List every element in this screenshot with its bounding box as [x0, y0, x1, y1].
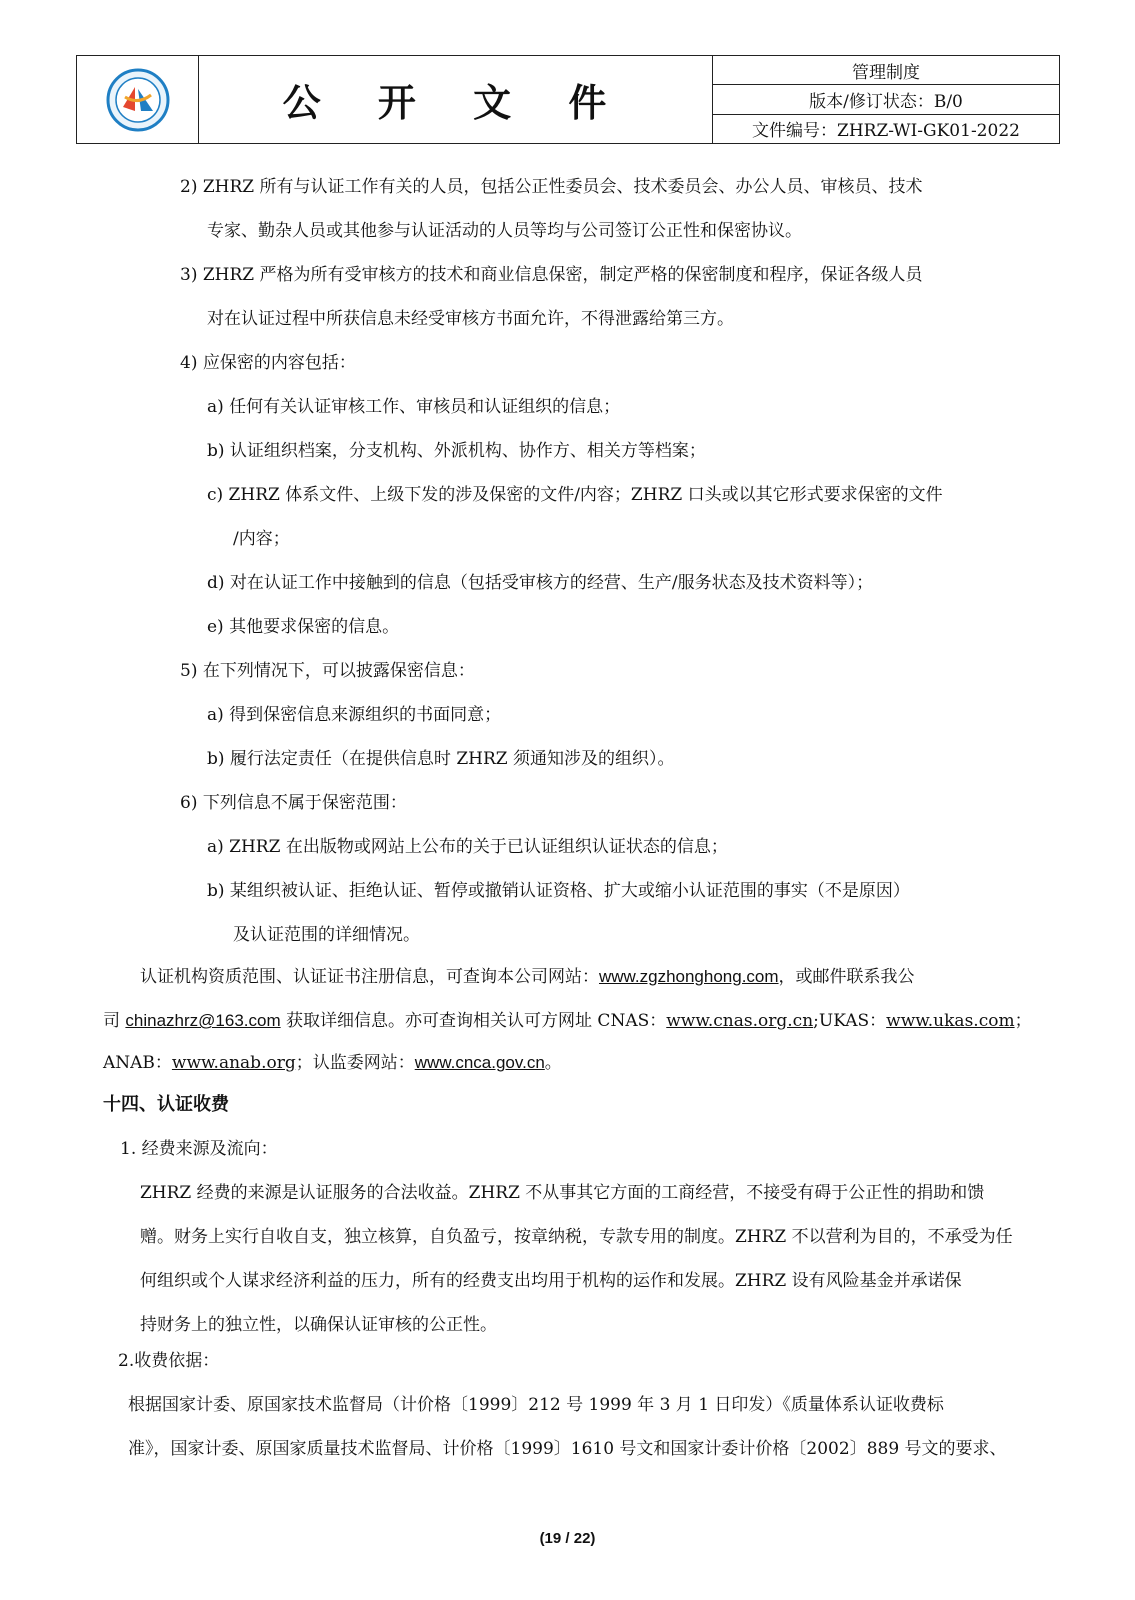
- document-category: 管理制度: [852, 62, 920, 83]
- document-title: 公 开 文 件: [199, 56, 713, 143]
- page-number: (19 / 22): [539, 1530, 596, 1547]
- list-item-6b-line-1: b) 某组织被认证、拒绝认证、暂停或撤销认证资格、扩大或缩小认证范围的事实（不是原因）: [207, 881, 910, 901]
- document-header: [76, 55, 1060, 144]
- cnas-link[interactable]: www.cnas.org.cn: [666, 1011, 814, 1031]
- document-number: 文件编号：ZHRZ-WI-GK01-2022: [713, 114, 1059, 143]
- list-item-5b: b) 履行法定责任（在提供信息时 ZHRZ 须通知涉及的组织）。: [207, 749, 675, 769]
- company-logo-icon: [105, 67, 171, 133]
- subsection-2-heading: 2.收费依据：: [118, 1351, 220, 1371]
- paragraph-4: 4) 应保密的内容包括：: [180, 353, 356, 373]
- paragraph-5: 5) 在下列情况下，可以披露保密信息：: [180, 661, 475, 681]
- cnca-link[interactable]: www.cnca.gov.cn: [414, 1053, 545, 1072]
- paragraph-3-line-2: 对在认证过程中所获信息未经受审核方书面允许，不得泄露给第三方。: [207, 309, 734, 329]
- subsection-2-line-1: 根据国家计委、原国家技术监督局（计价格〔1999〕212 号 1999 年 3 月 1 日印发）《质量体系认证收费标: [128, 1395, 944, 1415]
- subsection-1-line-4: 持财务上的独立性，以确保认证审核的公正性。: [140, 1315, 497, 1335]
- info-text: 司: [103, 1011, 126, 1031]
- list-item-4c-line-1: c) ZHRZ 体系文件、上级下发的涉及保密的文件/内容；ZHRZ 口头或以其它形式要求保密的文件: [207, 485, 943, 505]
- info-text: ;UKAS：: [813, 1011, 887, 1031]
- paragraph-3-line-1: 3) ZHRZ 严格为所有受审核方的技术和商业信息保密，制定严格的保密制度和程序，保证各级人员: [180, 265, 923, 285]
- list-item-5a: a) 得到保密信息来源组织的书面同意；: [207, 705, 502, 725]
- list-item-4e: e) 其他要求保密的信息。: [207, 617, 400, 637]
- header-meta: [713, 56, 1059, 143]
- section-14-heading: 十四、认证收费: [103, 1094, 229, 1115]
- subsection-1-line-1: ZHRZ 经费的来源是认证服务的合法收益。ZHRZ 不从事其它方面的工商经营，不接受有碍于公正性的捐助和馈: [140, 1183, 985, 1203]
- info-text: ；认监委网站：: [295, 1053, 415, 1073]
- email-link[interactable]: chinazhrz@163.com: [125, 1011, 281, 1030]
- info-text: 。: [544, 1053, 562, 1073]
- subsection-1-line-2: 赠。财务上实行自收自支，独立核算，自负盈亏，按章纳税，专款专用的制度。ZHRZ 不以营利为目的，不承受为任: [140, 1227, 1013, 1247]
- ukas-link[interactable]: www.ukas.com: [886, 1011, 1015, 1031]
- info-text: ANAB：: [103, 1053, 172, 1073]
- logo-cell: [77, 56, 199, 143]
- list-item-4d: d) 对在认证工作中接触到的信息（包括受审核方的经营、生产/服务状态及技术资料等）；: [207, 573, 874, 593]
- info-text: 认证机构资质范围、认证证书注册信息，可查询本公司网站：: [140, 967, 599, 987]
- list-item-4b: b) 认证组织档案，分支机构、外派机构、协作方、相关方等档案；: [207, 441, 706, 461]
- paragraph-6: 6) 下列信息不属于保密范围：: [180, 793, 407, 813]
- list-item-4a: a) 任何有关认证审核工作、审核员和认证组织的信息；: [207, 397, 621, 417]
- info-line-3: [103, 1048, 562, 1073]
- anab-link[interactable]: www.anab.org: [171, 1053, 296, 1073]
- info-line-2: [103, 1006, 1032, 1031]
- subsection-1-line-3: 何组织或个人谋求经济利益的压力，所有的经费支出均用于机构的运作和发展。ZHRZ 设有风险基金并承诺保: [140, 1271, 962, 1291]
- list-item-6b-line-2: 及认证范围的详细情况。: [233, 925, 420, 945]
- list-item-6a: a) ZHRZ 在出版物或网站上公布的关于已认证组织认证状态的信息；: [207, 837, 728, 857]
- paragraph-2-line-1: 2) ZHRZ 所有与认证工作有关的人员，包括公正性委员会、技术委员会、办公人员、审核员、技术: [180, 177, 923, 197]
- document-version: 版本/修订状态：B/0: [713, 84, 1059, 113]
- subsection-1-heading: 1. 经费来源及流向：: [120, 1139, 278, 1159]
- info-text: ，或邮件联系我公: [778, 967, 915, 987]
- info-line-1: [140, 962, 915, 987]
- info-text: 获取详细信息。亦可查询相关认可方网址 CNAS：: [280, 1011, 667, 1031]
- info-text: ；: [1014, 1011, 1032, 1031]
- website-link[interactable]: www.zgzhonghong.com: [599, 967, 779, 986]
- subsection-2-line-2: 准》，国家计委、原国家质量技术监督局、计价格〔1999〕1610 号文和国家计委计价格〔2002〕889 号文的要求、: [128, 1439, 1007, 1459]
- paragraph-2-line-2: 专家、勤杂人员或其他参与认证活动的人员等均与公司签订公正性和保密协议。: [207, 221, 802, 241]
- list-item-4c-line-2: /内容；: [233, 529, 290, 549]
